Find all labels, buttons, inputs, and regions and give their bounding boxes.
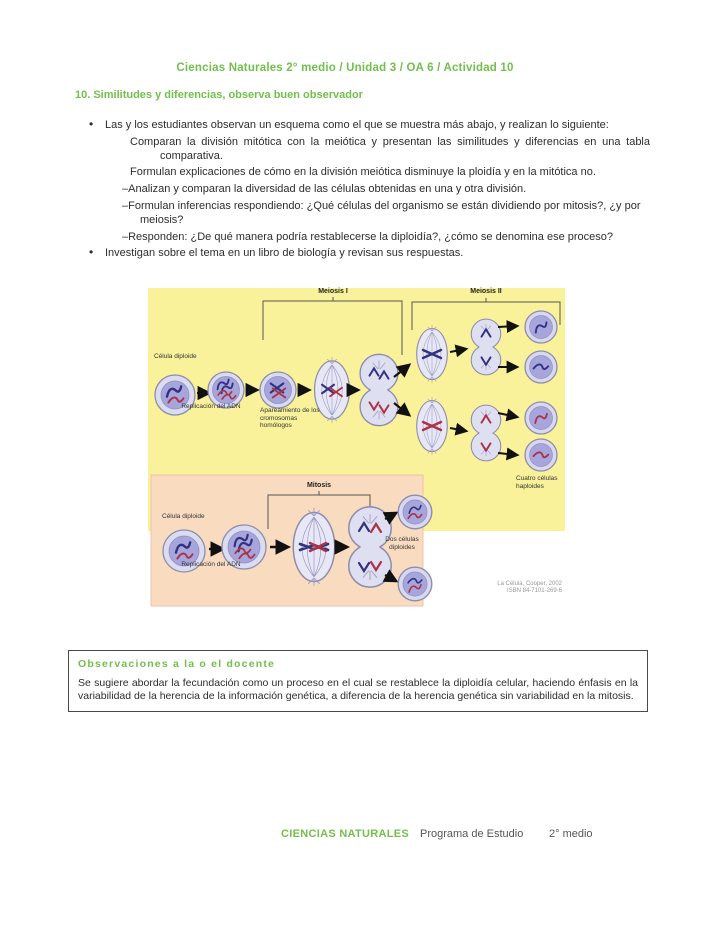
pairing-label: Apareamiento de los cromosomas homólogos — [260, 407, 320, 429]
diploid-daughter-cell-1 — [398, 495, 432, 529]
footer-program: Programa de Estudio — [420, 828, 524, 840]
mitosis-section-label: Mitosis — [306, 482, 332, 489]
diploid-daughter-cell-2 — [398, 567, 432, 601]
list-item: –Responden: ¿De qué manera podría restablecerse la diploidía?, ¿cómo se denomina ese proceso? — [122, 230, 614, 243]
four-haploid-cells-label: Cuatro células haploides — [516, 475, 558, 490]
meiosis2-section-label: Meiosis II — [470, 288, 502, 295]
list-item: –Analizan y comparan la diversidad de las células obtenidas en una y otra división. — [122, 183, 527, 196]
arrow — [498, 326, 517, 327]
list-item: –Formulan inferencias respondiendo: ¿Qué células del organismo se están dividiendo por mitosis?, ¿y por meiosis? — [122, 199, 641, 226]
diagram-figure — [148, 285, 572, 608]
mitosis-replication-label: Replicación del ADN — [181, 561, 241, 568]
instructions-list — [88, 119, 650, 264]
credit-source: La Célula, Cooper, 2002 — [497, 581, 562, 587]
list-item: Comparan la división mitótica con la meiótica y presentan las similitudes y diferencias en una tabla comparativa. — [130, 135, 650, 162]
haploid-cell-2 — [525, 351, 557, 383]
footer-grade: 2° medio — [549, 828, 593, 840]
two-diploid-cells-label: Dos células diploides — [385, 536, 419, 551]
figure-credit — [486, 581, 562, 595]
haploid-cell-1 — [525, 311, 557, 343]
meiosis1-section-label: Meiosis I — [318, 288, 348, 295]
meiosis-replication-label: Replicación del ADN — [181, 403, 241, 410]
meiosis-pairing-cell — [260, 372, 296, 408]
observations-title: Observaciones a la o el docente — [78, 658, 276, 670]
haploid-cell-3 — [525, 402, 557, 434]
teacher-observations-box — [68, 650, 648, 712]
meiosis-diploid-cell-label: Célula diploide — [154, 353, 197, 360]
activity-title: 10. Similitudes y diferencias, observa buen observador — [75, 89, 363, 101]
list-item: • Investigan sobre el tema en un libro de biología y revisan sus respuestas. — [88, 247, 650, 261]
observations-body: Se sugiere abordar la fecundación como un proceso en el cual se restablece la diploidía celular, haciendo énfasis en la variabilidad de la herencia de la información genética, a diferencia de la herencia genética sin variabilidad en la mitosis. — [78, 677, 638, 702]
list-item: Formulan explicaciones de cómo en la división meiótica disminuye la ploidía y en la mitótica no. — [130, 166, 596, 179]
haploid-cell-4 — [525, 439, 557, 471]
mitosis-diploid-cell-label: Célula diploide — [162, 513, 205, 520]
cell-division-diagram — [148, 285, 572, 608]
page-title: Ciencias Naturales 2° medio / Unidad 3 / OA 6 / Actividad 10 — [176, 62, 514, 74]
footer-subject: CIENCIAS NATURALES — [281, 828, 410, 840]
credit-isbn: ISBN 84-7101-269-6 — [506, 588, 562, 594]
list-item: • Las y los estudiantes observan un esquema como el que se muestra más abajo, y realizan lo siguiente: — [88, 119, 650, 133]
